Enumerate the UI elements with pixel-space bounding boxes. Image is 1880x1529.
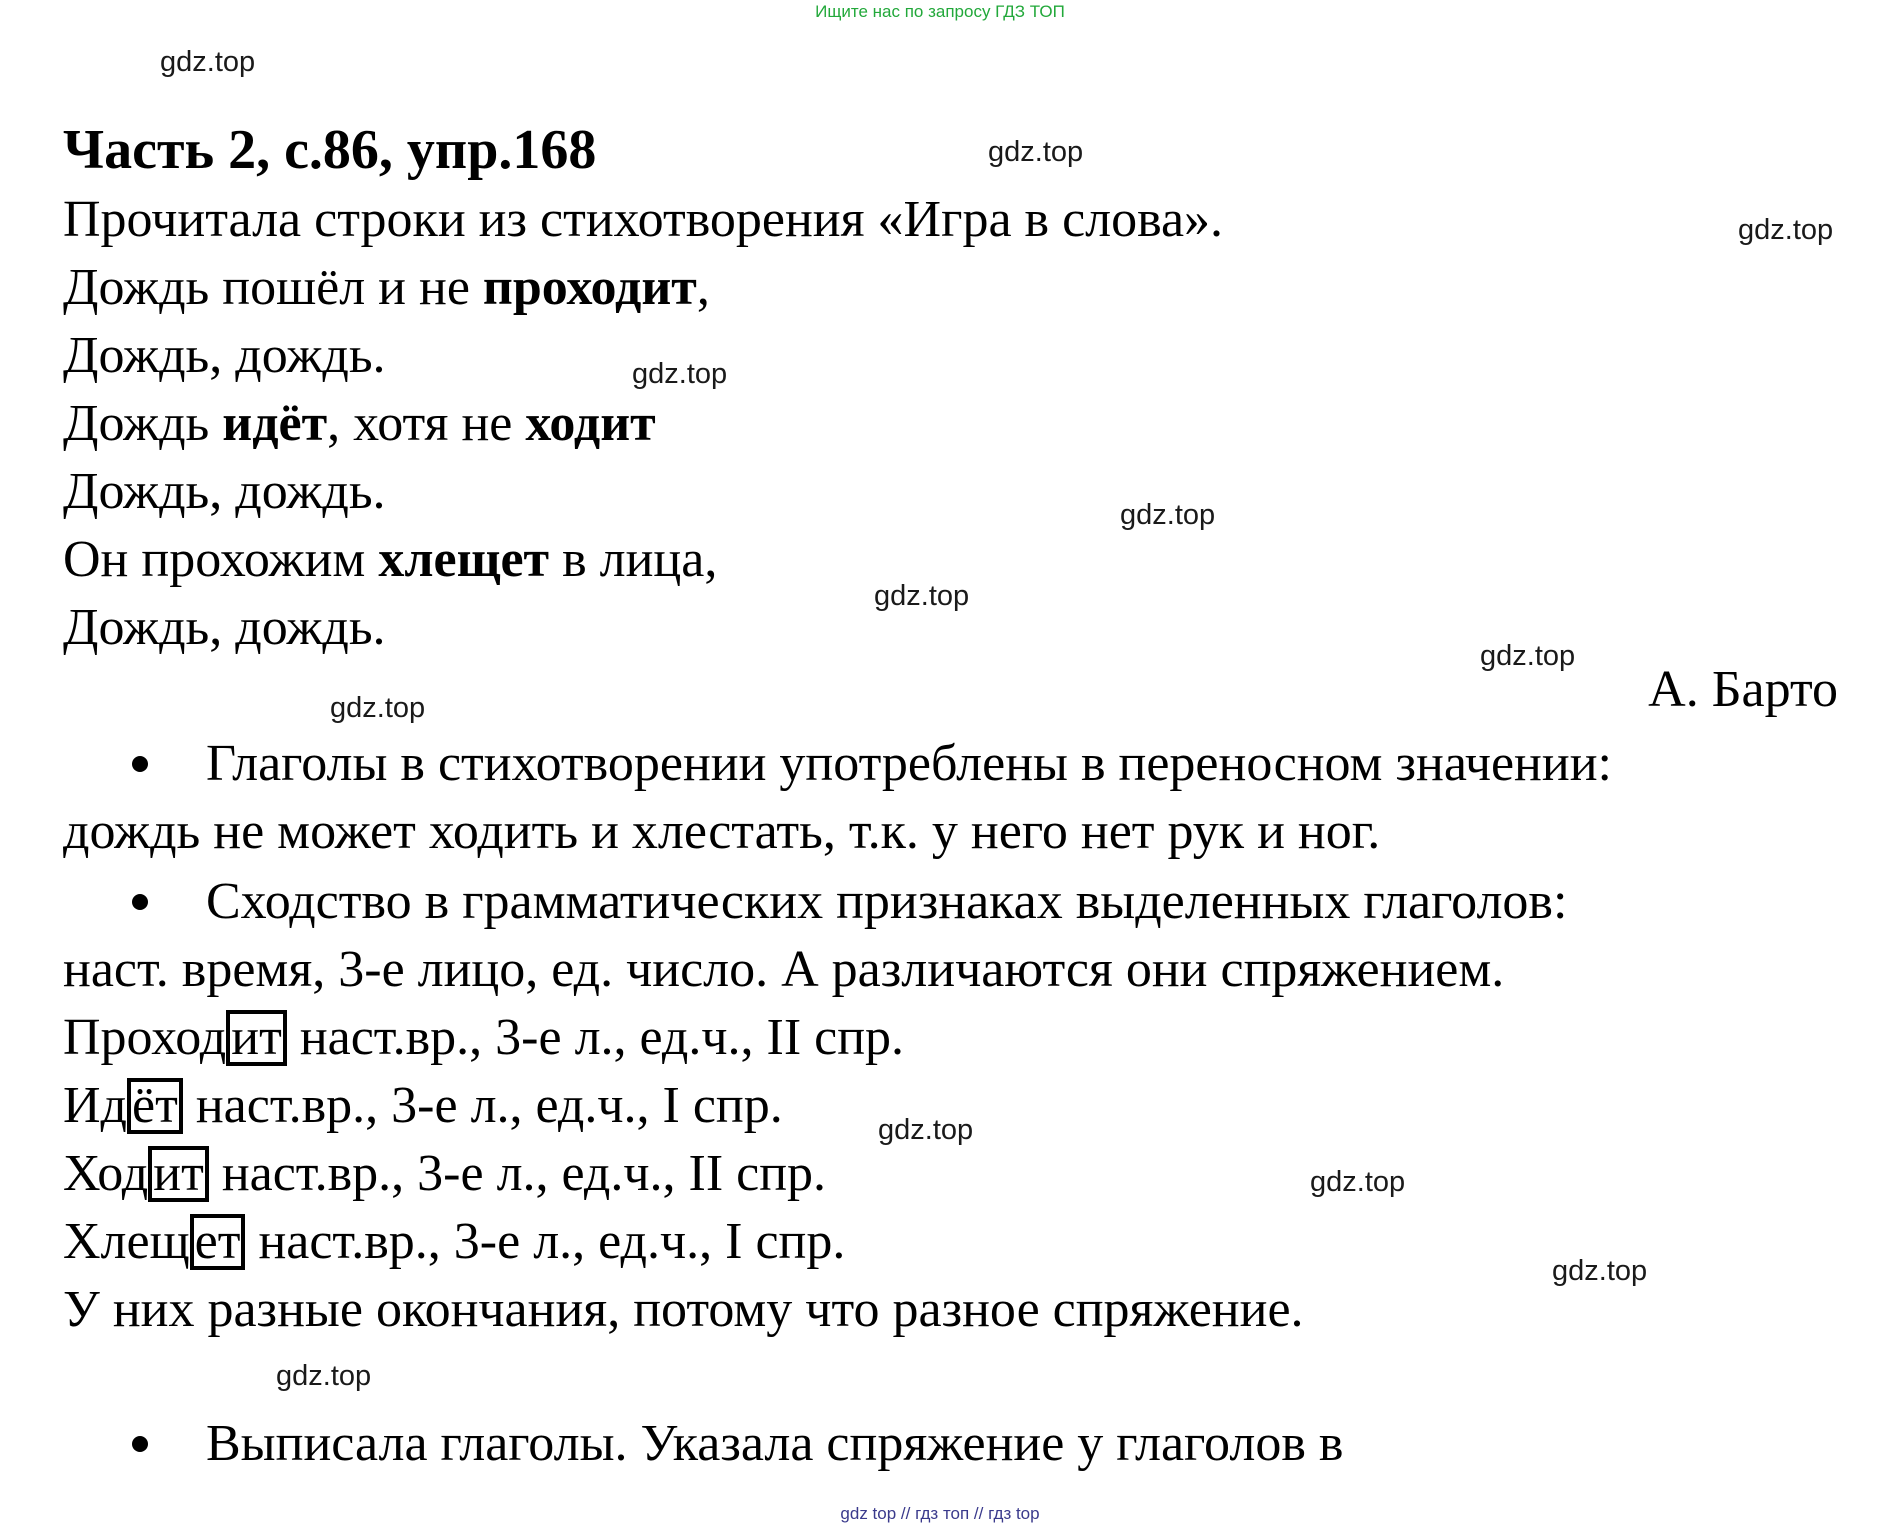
poem-text: Он прохожим: [63, 531, 379, 588]
bullet-2-continuation: наст. время, 3-е лицо, ед. число. А различаются они спряжением.: [63, 941, 1505, 998]
verb-ending-box: ёт: [127, 1078, 183, 1134]
highlighted-verb: проходит: [482, 259, 697, 316]
verb-row: [63, 1144, 826, 1203]
verb-ending-box: ит: [226, 1010, 287, 1066]
bullet-dot: [132, 756, 148, 772]
bullet-text: Сходство в грамматических признаках выделенных глаголов:: [206, 873, 1568, 930]
poem-line-4: Дождь, дождь.: [63, 463, 386, 520]
verb-stem: Хлещ: [63, 1213, 190, 1270]
verb-info: наст.вр., 3-е л., ед.ч., I спр.: [182, 1077, 783, 1134]
poem-text: , хотя не: [327, 395, 526, 452]
intro-text: Прочитала строки из стихотворения «Игра в слова».: [63, 191, 1224, 248]
watermark: gdz.top: [1552, 1255, 1648, 1287]
footer-banner: gdz top // гдз топ // гдз top: [840, 1504, 1040, 1523]
verb-info: наст.вр., 3-е л., ед.ч., I спр.: [245, 1213, 846, 1270]
top-banner: Ищите нас по запросу ГДЗ ТОП: [815, 2, 1065, 21]
watermark: gdz.top: [330, 692, 426, 724]
page-title: Часть 2, с.86, упр.168: [63, 119, 597, 181]
verb-info: наст.вр., 3-е л., ед.ч., II спр.: [286, 1009, 905, 1066]
watermark: gdz.top: [1480, 640, 1576, 672]
bullet-dot: [132, 894, 148, 910]
bullet-dot: [132, 1436, 148, 1452]
highlighted-verb: хлещет: [378, 531, 550, 588]
bullet-2: [132, 872, 1567, 931]
watermark: gdz.top: [988, 136, 1084, 168]
bullet-text: Выписала глаголы. Указала спряжение у глаголов в: [206, 1415, 1344, 1472]
verb-stem: Ход: [63, 1145, 149, 1202]
verb-info: наст.вр., 3-е л., ед.ч., II спр.: [208, 1145, 827, 1202]
verb-ending-box: ет: [190, 1214, 246, 1270]
watermark: gdz.top: [1120, 499, 1216, 531]
bullet-1: [132, 734, 1612, 793]
verb-row: [63, 1008, 904, 1067]
poem-author: А. Барто: [1648, 661, 1838, 718]
watermark: gdz.top: [1310, 1166, 1406, 1198]
poem-text: ,: [696, 259, 710, 316]
poem-line-3: [63, 394, 656, 453]
highlighted-verb: идёт: [222, 395, 328, 452]
watermark: gdz.top: [1738, 214, 1834, 246]
highlighted-verb: ходит: [525, 395, 656, 452]
poem-line-2: Дождь, дождь.: [63, 327, 386, 384]
watermark: gdz.top: [160, 46, 256, 78]
poem-text: Дождь пошёл и не: [63, 259, 483, 316]
verb-stem: Ид: [63, 1077, 128, 1134]
poem-line-6: Дождь, дождь.: [63, 599, 386, 656]
verb-row: [63, 1212, 845, 1271]
conclusion-text: У них разные окончания, потому что разное спряжение.: [63, 1281, 1304, 1338]
poem-line-1: [63, 258, 710, 317]
poem-line-5: [63, 530, 717, 589]
verb-ending-box: ит: [148, 1146, 209, 1202]
poem-text: Дождь: [63, 395, 223, 452]
watermark: gdz.top: [276, 1360, 372, 1392]
bullet-text: Глаголы в стихотворении употреблены в переносном значении:: [206, 735, 1612, 792]
bullet-3: [132, 1414, 1343, 1473]
poem-text: в лица,: [549, 531, 718, 588]
watermark: gdz.top: [632, 358, 728, 390]
watermark: gdz.top: [878, 1114, 974, 1146]
verb-row: [63, 1076, 783, 1135]
watermark: gdz.top: [874, 580, 970, 612]
verb-stem: Проход: [63, 1009, 227, 1066]
bullet-1-continuation: дождь не может ходить и хлестать, т.к. у него нет рук и ног.: [63, 803, 1381, 860]
